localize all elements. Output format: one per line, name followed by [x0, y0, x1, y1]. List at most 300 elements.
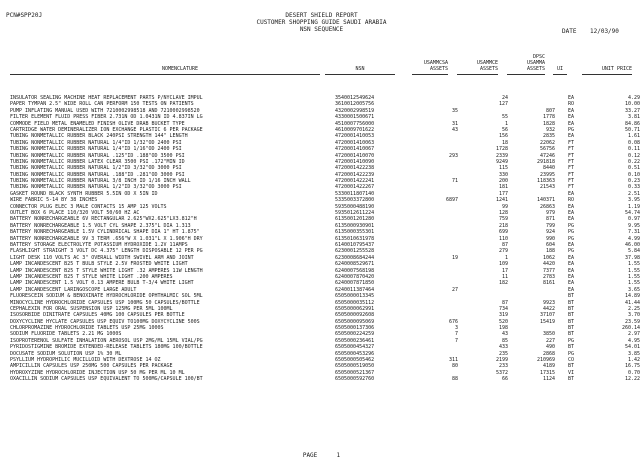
- item-usammce-assets: 1: [504, 120, 508, 127]
- item-unit-price: 2.51: [627, 190, 640, 197]
- item-usammce-assets: 66: [501, 376, 508, 383]
- item-dpsc-assets: 1778: [542, 114, 555, 121]
- item-dpsc-assets: 9923: [542, 299, 555, 306]
- item-nomenclature: LIGHT DESK 110 VOLTS AC 3" OVERALL WIDTH SWIVEL ARM AND JOINT: [10, 254, 194, 261]
- item-nsn: 5935000488190: [335, 203, 375, 210]
- item-dpsc-assets: 924: [545, 229, 555, 236]
- item-usammcsa-assets: 71: [451, 178, 458, 185]
- item-nsn: 6240011387464: [335, 286, 375, 293]
- table-row: [10, 376, 640, 382]
- item-unit-price: 37.98: [624, 254, 640, 261]
- divider-usammce: [457, 74, 498, 75]
- item-nsn: 6240007870420: [335, 273, 375, 280]
- item-nomenclature: CEPHALEXIN FOR ORAL SUSPENSION USP 125MG PER 5ML 100ML: [10, 305, 173, 312]
- item-nsn: 6505000519050: [335, 363, 375, 370]
- item-nsn: 6505000137306: [335, 325, 375, 332]
- col-dpsc-2: USAMMA: [526, 60, 545, 66]
- item-unit-price: 3.81: [627, 114, 640, 121]
- item-unit-price: 0.70: [627, 369, 640, 376]
- item-unit-of-issue: EA: [568, 241, 575, 248]
- item-unit-of-issue: EA: [568, 210, 575, 217]
- item-nsn: 6505000062991: [335, 305, 375, 312]
- item-nsn: 4510007756000: [335, 120, 375, 127]
- item-unit-price: 0.33: [627, 184, 640, 191]
- item-nsn: 6505000092608: [335, 312, 375, 319]
- item-usammce-assets: 87: [501, 299, 508, 306]
- item-usammcsa-assets: 88: [451, 376, 458, 383]
- item-unit-of-issue: EA: [568, 120, 575, 127]
- item-unit-of-issue: EA: [568, 133, 575, 140]
- item-nsn: 4720001422241: [335, 178, 375, 185]
- item-usammce-assets: 2199: [495, 357, 508, 364]
- item-unit-price: 23.59: [624, 318, 640, 325]
- item-usammce-assets: 1241: [495, 197, 508, 204]
- item-unit-of-issue: EA: [568, 107, 575, 114]
- col-usammce-2: ASSETS: [479, 66, 498, 72]
- item-dpsc-assets: 979: [545, 210, 555, 217]
- item-dpsc-assets: 23995: [539, 171, 555, 178]
- item-usammce-assets: 24: [501, 95, 508, 101]
- item-usammce-assets: 433: [498, 344, 508, 351]
- item-usammce-assets: 110: [498, 235, 508, 242]
- item-unit-price: 16.75: [624, 363, 640, 370]
- item-unit-price: 84.86: [624, 120, 640, 127]
- item-unit-price: 54.74: [624, 210, 640, 217]
- item-usammce-assets: 182: [498, 280, 508, 287]
- item-nomenclature: LAMP INCANDESCENT 1.5 VOLT 0.13 AMPERE BULB T-3/4 WHITE LIGHT: [10, 280, 194, 287]
- item-unit-of-issue: BT: [568, 344, 575, 351]
- item-unit-of-issue: FT: [568, 184, 575, 191]
- item-unit-of-issue: FT: [568, 146, 575, 153]
- item-unit-of-issue: EA: [568, 267, 575, 274]
- item-nomenclature: OUTLET BOX 6 PLACE 110/320 VOLT 50/60 HZ AC: [10, 210, 140, 217]
- item-nomenclature: PYRIDOSTIGMINE BROMIDE EXTENDED-RELEASE TABLETS 180MG 100/BOTTLE: [10, 344, 203, 351]
- item-dpsc-assets: 8440: [542, 165, 555, 172]
- item-unit-price: 0.97: [627, 216, 640, 223]
- item-usammce-assets: 9249: [495, 158, 508, 165]
- item-nomenclature: LAMP INCANDESCENT LARINGOSCOPE LARGE ADULT: [10, 286, 137, 293]
- item-table: [10, 95, 640, 383]
- col-unit-price: UNIT PRICE: [601, 66, 632, 72]
- item-unit-price: 0.11: [627, 146, 640, 153]
- item-nsn: 4720001422267: [335, 184, 375, 191]
- item-nsn: 6140010795437: [335, 241, 375, 248]
- item-usammce-assets: 330: [498, 171, 508, 178]
- item-dpsc-assets: 2783: [542, 273, 555, 280]
- item-usammce-assets: 18: [501, 139, 508, 146]
- item-unit-of-issue: VI: [568, 369, 575, 376]
- item-unit-of-issue: PG: [568, 126, 575, 133]
- item-unit-price: 1.55: [627, 267, 640, 274]
- item-unit-of-issue: FT: [568, 152, 575, 159]
- item-dpsc-assets: 3850: [542, 331, 555, 338]
- item-unit-of-issue: BT: [568, 312, 575, 319]
- item-unit-of-issue: EA: [568, 95, 575, 101]
- report-id: PCN#SPP20J: [6, 12, 43, 19]
- item-nomenclature: FLASHLIGHT STRAIGHT 3 VOLT DC 4.375" LENGTH DISPOSABLE 12 PER PG: [10, 248, 203, 255]
- item-usammce-assets: 109: [498, 261, 508, 268]
- item-dpsc-assets: 140371: [536, 197, 555, 204]
- item-nsn: 6505000095069: [335, 318, 375, 325]
- item-nomenclature: PSYLLIUM HYDROPHILIC MUCILLOID WITH DEXTROSE 14 OZ: [10, 357, 161, 364]
- date-label: DATE: [562, 28, 577, 35]
- item-nsn: 6135000355301: [335, 229, 375, 236]
- item-nsn: 6135000930901: [335, 222, 375, 229]
- item-unit-price: 50.71: [624, 126, 640, 133]
- item-usammce-assets: 99: [501, 203, 508, 210]
- item-usammcsa-assets: 6897: [445, 197, 458, 204]
- item-nomenclature: BATTERY STORAGE ELECTROLYTE POTASSIUM HYDROXIDE 1.2V 11AMPS: [10, 241, 188, 248]
- item-usammce-assets: 734: [498, 305, 508, 312]
- item-unit-of-issue: PG: [568, 229, 575, 236]
- item-unit-price: 1.55: [627, 280, 640, 287]
- item-usammcsa-assets: 19: [451, 254, 458, 261]
- item-dpsc-assets: 2835: [542, 133, 555, 140]
- report-title: DESERT SHIELD REPORT: [285, 12, 358, 19]
- item-usammce-assets: 115: [498, 165, 508, 172]
- item-nomenclature: BATTERY NONRECHARGEABLE 1.5V CYLINDRICAL SHAPE DIA 1" HT 1.875": [10, 229, 200, 236]
- item-usammcsa-assets: 27: [451, 286, 458, 293]
- item-nomenclature: BATTERY NONRECHARGEABLE 9V 3 TERM .656"W X 1.031"L X 1.906"H DRY: [10, 235, 203, 242]
- item-unit-price: 1.19: [627, 203, 640, 210]
- item-usammcsa-assets: 293: [448, 152, 458, 159]
- item-dpsc-assets: 4189: [542, 363, 555, 370]
- item-usammce-assets: 1: [504, 254, 508, 261]
- item-unit-of-issue: PG: [568, 222, 575, 229]
- report-subtitle: CUSTOMER SHOPPING GUIDE SAUDI ARABIA: [256, 19, 387, 26]
- item-unit-of-issue: FT: [568, 158, 575, 165]
- item-unit-price: 9.95: [627, 222, 640, 229]
- item-unit-price: 7.31: [627, 229, 640, 236]
- col-usammce-1: USAMMCE: [476, 60, 498, 66]
- item-nsn: 4330001500671: [335, 114, 375, 121]
- item-usammce-assets: 55: [501, 114, 508, 121]
- item-unit-of-issue: BT: [568, 325, 575, 332]
- item-dpsc-assets: 47246: [539, 152, 555, 159]
- item-nsn: 3610012005756: [335, 101, 375, 108]
- item-usammce-assets: 759: [498, 216, 508, 223]
- date-value: 12/03/90: [590, 28, 619, 35]
- item-nsn: 6240007568198: [335, 267, 375, 274]
- item-usammce-assets: 11: [501, 273, 508, 280]
- item-usammce-assets: 200: [498, 178, 508, 185]
- item-unit-price: 3.70: [627, 312, 640, 319]
- item-unit-of-issue: EA: [568, 190, 575, 197]
- item-nsn: 4720001410070: [335, 152, 375, 159]
- item-nomenclature: PUMP INFLATING MANUAL USED WITH 7210002998518 AND 7210002998520: [10, 107, 200, 114]
- item-dpsc-assets: 118363: [536, 178, 555, 185]
- item-nsn: 4720001410053: [335, 133, 375, 140]
- item-nsn: 6505000236461: [335, 337, 375, 344]
- item-unit-price: 0.12: [627, 152, 640, 159]
- item-unit-price: 41.44: [624, 299, 640, 306]
- item-usammce-assets: 156: [498, 133, 508, 140]
- item-nsn: 5330011807140: [335, 190, 375, 197]
- item-nomenclature: BATTERY NONRECHARGEABLE 1.5 VOLT CYL SHAPE 2.375"L DIA 1.313: [10, 222, 191, 229]
- item-nsn: 6135010631978: [335, 235, 375, 242]
- divider-dpsc: [507, 74, 545, 75]
- item-usammcsa-assets: 311: [448, 357, 458, 364]
- item-unit-price: 4.99: [627, 235, 640, 242]
- item-nsn: 4720001410067: [335, 146, 375, 153]
- item-unit-price: 3.95: [627, 197, 640, 204]
- item-dpsc-assets: 932: [545, 126, 555, 133]
- item-unit-of-issue: BT: [568, 299, 575, 306]
- divider-nomenclature: [10, 74, 320, 75]
- item-nomenclature: AMPICILLIN CAPSULES USP 250MG 500 CAPSULES PER PACKAGE: [10, 363, 173, 370]
- item-usammce-assets: 43: [501, 331, 508, 338]
- item-unit-of-issue: EA: [568, 280, 575, 287]
- item-nsn: 6230001255528: [335, 248, 375, 255]
- item-unit-price: 10.00: [624, 101, 640, 108]
- item-nsn: 3540012549624: [335, 95, 375, 101]
- item-nomenclature: CARTRIDGE WATER DEMINERALIZER ION EXCHANGE PLASTIC 6 PER PACKAGE: [10, 126, 203, 133]
- divider-usammcsa: [412, 74, 448, 75]
- item-unit-price: 1.42: [627, 357, 640, 364]
- item-nomenclature: PAPER TYMPAN 2.5" WIDE ROLL CAN PERFORM 150 TESTS ON PATIENTS: [10, 101, 194, 108]
- item-usammce-assets: 127: [498, 101, 508, 108]
- item-unit-of-issue: FT: [568, 139, 575, 146]
- item-nsn: 6505000454327: [335, 344, 375, 351]
- item-dpsc-assets: 990: [545, 235, 555, 242]
- item-unit-of-issue: BT: [568, 318, 575, 325]
- item-nsn: 6505000453296: [335, 350, 375, 357]
- item-unit-price: 0.08: [627, 139, 640, 146]
- item-unit-price: 33.27: [624, 107, 640, 114]
- item-nomenclature: TUBING NONMETALLIC RUBBER NATURAL 1/4"ID 1/32"OD 2400 PSI: [10, 139, 182, 146]
- item-nomenclature: OXACILLIN SODIUM CAPSULES USP EQUIVALENT TO 500MG/CAPSULE 100/BT: [10, 376, 203, 383]
- item-usammce-assets: 85: [501, 337, 508, 344]
- item-nomenclature: CONNECTOR PLUG ELEC 3 MALE CONTACTS 15 AMP 125 VOLTS: [10, 203, 167, 210]
- item-usammcsa-assets: 31: [451, 120, 458, 127]
- item-nomenclature: WIRE FABRIC 5-14 BY 38 INCHES: [10, 197, 98, 204]
- item-nomenclature: LAMP INCANDESCENT B25 T STYLE WHITE LIGHT .32 AMPERES 11W LENGTH: [10, 267, 203, 274]
- item-dpsc-assets: 188: [545, 248, 555, 255]
- item-unit-price: 1.61: [627, 133, 640, 140]
- item-unit-of-issue: EA: [568, 254, 575, 261]
- item-usammce-assets: 177: [498, 190, 508, 197]
- item-dpsc-assets: 7377: [542, 267, 555, 274]
- item-usammce-assets: 2339: [495, 152, 508, 159]
- item-usammce-assets: 218: [498, 222, 508, 229]
- item-unit-price: 2.25: [627, 305, 640, 312]
- item-dpsc-assets: 490: [545, 344, 555, 351]
- item-unit-of-issue: EA: [568, 114, 575, 121]
- item-unit-of-issue: EA: [568, 203, 575, 210]
- item-nomenclature: TUBING NONMETALLIC RUBBER NATURAL .125"ID .188"OD 3500 PSI: [10, 152, 185, 159]
- col-nsn: NSN: [355, 66, 365, 72]
- item-nsn: 6505000013345: [335, 293, 375, 300]
- item-usammcsa-assets: 43: [451, 126, 458, 133]
- item-unit-of-issue: FT: [568, 178, 575, 185]
- page-label: PAGE: [302, 452, 318, 459]
- item-nomenclature: TUBING NONMETALLIC RUBBER NATURAL 1/2"ID 3/32"OD 3000 PSI: [10, 184, 182, 191]
- item-nsn: 5335003372800: [335, 197, 375, 204]
- item-unit-of-issue: PG: [568, 350, 575, 357]
- item-nsn: 6505000035112: [335, 299, 375, 306]
- item-nomenclature: INSULATOR SEALING MACHINE HEAT REPLACEMENT PARTS P/NYCLAVE IMPUL: [10, 95, 203, 101]
- item-unit-price: 0.10: [627, 171, 640, 178]
- item-usammce-assets: 181: [498, 184, 508, 191]
- item-unit-of-issue: PG: [568, 248, 575, 255]
- col-ui: UI: [556, 66, 564, 72]
- item-usammce-assets: 87: [501, 241, 508, 248]
- page-number: 1: [336, 452, 341, 459]
- item-dpsc-assets: 799: [545, 222, 555, 229]
- item-nomenclature: TUBING NONMETALLIC RUBBER NATURAL 1/4"ID 1/16"OD 2400 PSI: [10, 146, 182, 153]
- item-nomenclature: COMMODE FIELD METAL ENAMELED FINISH OLIVE DRAB BUCKET TYPE: [10, 120, 185, 127]
- item-usammce-assets: 699: [498, 229, 508, 236]
- item-usammce-assets: 1728: [495, 146, 508, 153]
- item-dpsc-assets: 807: [545, 107, 555, 114]
- item-unit-price: 46.00: [624, 241, 640, 248]
- item-unit-price: 4.29: [627, 95, 640, 101]
- item-unit-price: 12.22: [624, 376, 640, 383]
- item-nsn: 6505000592760: [335, 376, 375, 383]
- item-unit-of-issue: BT: [568, 331, 575, 338]
- item-nsn: 6505000224259: [335, 331, 375, 338]
- col-usammcsa-2: ASSETS: [429, 66, 448, 72]
- item-usammcsa-assets: 80: [451, 363, 458, 370]
- item-unit-of-issue: FT: [568, 171, 575, 178]
- item-usammcsa-assets: 7: [454, 331, 458, 338]
- item-unit-price: 4.95: [627, 337, 640, 344]
- col-nomenclature: NOMENCLATURE: [161, 66, 199, 72]
- item-unit-of-issue: CO: [568, 357, 575, 364]
- item-nsn: 6230008684244: [335, 254, 375, 261]
- item-usammcsa-assets: 676: [448, 318, 458, 325]
- item-nomenclature: GASKET ROUND BLACK SYNTH RUBBER 5.5IN OD X 5IN ID: [10, 190, 158, 197]
- item-nomenclature: TUBING NONMETALLIC RUBBER LATEX CLEAR 3500 PSI .172"MIN ID: [10, 158, 185, 165]
- item-nomenclature: FILTER ELEMENT FLUID PRESS FIBER 2.731N OD 1.0431N ID 4.837IN LG: [10, 114, 203, 121]
- item-dpsc-assets: 22062: [539, 139, 555, 146]
- item-nomenclature: FLUORESCEIN SODIUM & BENOXINATE HYDROCHLORIDE OPHTHALMIC SOL 5ML: [10, 293, 203, 300]
- item-nsn: 6240008529671: [335, 261, 375, 268]
- item-usammcsa-assets: 3: [454, 325, 458, 332]
- item-dpsc-assets: 21543: [539, 184, 555, 191]
- item-unit-price: 260.14: [621, 325, 640, 332]
- item-usammce-assets: 128: [498, 210, 508, 217]
- item-unit-of-issue: EA: [568, 286, 575, 293]
- item-nomenclature: SODIUM FLUORIDE TABLETS 2.21 MG 1000S: [10, 331, 122, 338]
- item-nsn: 5935012611224: [335, 210, 375, 217]
- item-unit-of-issue: PG: [568, 337, 575, 344]
- item-dpsc-assets: 1062: [542, 254, 555, 261]
- item-nsn: 4720001422238: [335, 165, 375, 172]
- item-nomenclature: MINOCYCLINE HYDROCHLORIDE CAPSULES USP 100MG 50 CAPSULES/BOTTLE: [10, 299, 200, 306]
- item-dpsc-assets: 227: [545, 337, 555, 344]
- item-dpsc-assets: 2868: [542, 350, 555, 357]
- item-dpsc-assets: 1124: [542, 376, 555, 383]
- page-footer: [0, 452, 643, 459]
- item-nomenclature: CHLORPROMAZINE HYDROCHLORIDE TABLETS USP 25MG 1000S: [10, 325, 164, 332]
- item-nomenclature: LAMP INCANDESCENT B25 T STYLE WHITE LIGHT .200 AMPERES: [10, 273, 173, 280]
- item-unit-of-issue: EA: [568, 261, 575, 268]
- item-unit-price: 5.84: [627, 248, 640, 255]
- col-usammcsa-1: USAMMCSA: [423, 60, 448, 66]
- item-usammce-assets: 56: [501, 126, 508, 133]
- item-usammce-assets: 5372: [495, 369, 508, 376]
- item-nomenclature: ISOSORBIDE DINITRATE CAPSULES 40MG 100 CAPSULES PER BOTTLE: [10, 312, 185, 319]
- divider-ui: [553, 74, 567, 75]
- item-nsn: 6505000505462: [335, 357, 375, 364]
- item-unit-price: 14.89: [624, 293, 640, 300]
- item-nsn: 4720001410063: [335, 139, 375, 146]
- item-dpsc-assets: 871: [545, 216, 555, 223]
- item-dpsc-assets: 37107: [539, 312, 555, 319]
- item-dpsc-assets: 4420: [542, 261, 555, 268]
- item-dpsc-assets: 8161: [542, 280, 555, 287]
- item-unit-of-issue: BT: [568, 293, 575, 300]
- item-usammce-assets: 17: [501, 267, 508, 274]
- item-unit-price: 1.55: [627, 261, 640, 268]
- item-dpsc-assets: 26863: [539, 203, 555, 210]
- item-usammce-assets: 520: [498, 318, 508, 325]
- item-nomenclature: HYDROXYZINE HYDROCHLORIDE INJECTION USP 50 MG PER ML 10 ML: [10, 369, 185, 376]
- item-dpsc-assets: 604: [545, 241, 555, 248]
- item-nomenclature: TUBING NONMETALLIC RUBBER NATURAL 3/8 INCH ID 1/16 INCH WALL: [10, 178, 191, 185]
- item-usammcsa-assets: 35: [451, 107, 458, 114]
- item-unit-of-issue: BT: [568, 305, 575, 312]
- item-unit-price: 0.22: [627, 158, 640, 165]
- item-unit-of-issue: RO: [568, 197, 575, 204]
- item-dpsc-assets: 15419: [539, 318, 555, 325]
- item-unit-of-issue: RO: [568, 101, 575, 108]
- item-usammce-assets: 233: [498, 363, 508, 370]
- item-nsn: 4720001410090: [335, 158, 375, 165]
- item-nsn: 4320002998519: [335, 107, 375, 114]
- item-nomenclature: LAMP INCANDESCENT B25 T BULB STYLE 2.5V FROSTED WHITE LIGHT: [10, 261, 188, 268]
- item-nsn: 4720001422239: [335, 171, 375, 178]
- item-usammce-assets: 198: [498, 325, 508, 332]
- divider-unit-price: [582, 74, 632, 75]
- item-unit-of-issue: FT: [568, 165, 575, 172]
- col-dpsc-3: ASSETS: [526, 66, 545, 72]
- item-unit-price: 2.97: [627, 331, 640, 338]
- item-nsn: 6135001201280: [335, 216, 375, 223]
- item-dpsc-assets: 1828: [542, 120, 555, 127]
- item-dpsc-assets: 17315: [539, 369, 555, 376]
- item-dpsc-assets: 291818: [536, 158, 555, 165]
- item-nomenclature: ISOPROTERENOL SULFATE INHALATION AEROSOL USP 2MG/ML 15ML VIAL/PG: [10, 337, 203, 344]
- item-usammce-assets: 235: [498, 350, 508, 357]
- item-unit-of-issue: BT: [568, 376, 575, 383]
- item-unit-of-issue: EA: [568, 273, 575, 280]
- item-unit-price: 3.85: [627, 350, 640, 357]
- item-unit-price: 0.23: [627, 178, 640, 185]
- item-usammce-assets: 319: [498, 312, 508, 319]
- item-nsn: 6240007871850: [335, 280, 375, 287]
- item-usammce-assets: 279: [498, 248, 508, 255]
- divider-nsn: [325, 74, 395, 75]
- item-nsn: 6505000521367: [335, 369, 375, 376]
- item-unit-price: 3.65: [627, 286, 640, 293]
- item-unit-price: 1.55: [627, 273, 640, 280]
- item-unit-of-issue: PG: [568, 235, 575, 242]
- item-nomenclature: DOXYCYCLINE HYCLATE CAPSULES USP EQUIV TO100MG DOXYCYCLINE 500S: [10, 318, 200, 325]
- col-dpsc-1: DPSC: [532, 54, 545, 60]
- item-nomenclature: TUBING NONMETALLIC RUBBER BLACK 240PSI STRENGTH 144" LENGTH: [10, 133, 188, 140]
- item-dpsc-assets: 4422: [542, 305, 555, 312]
- item-unit-price: 0.51: [627, 165, 640, 172]
- item-nomenclature: TUBING NONMETALLIC RUBBER NATURAL .188"ID .281"OD 3000 PSI: [10, 171, 185, 178]
- item-unit-price: 54.01: [624, 344, 640, 351]
- item-nomenclature: DOCUSATE SODIUM SOLUTION USP 1% 30 ML: [10, 350, 122, 357]
- report-sequence: NSN SEQUENCE: [299, 26, 344, 33]
- item-nomenclature: BATTERY NONRECHARGEABLE 6V RECTANGULAR 2.625"WX2.625"LX3.812"H: [10, 216, 197, 223]
- item-unit-of-issue: BT: [568, 363, 575, 370]
- item-unit-of-issue: EA: [568, 216, 575, 223]
